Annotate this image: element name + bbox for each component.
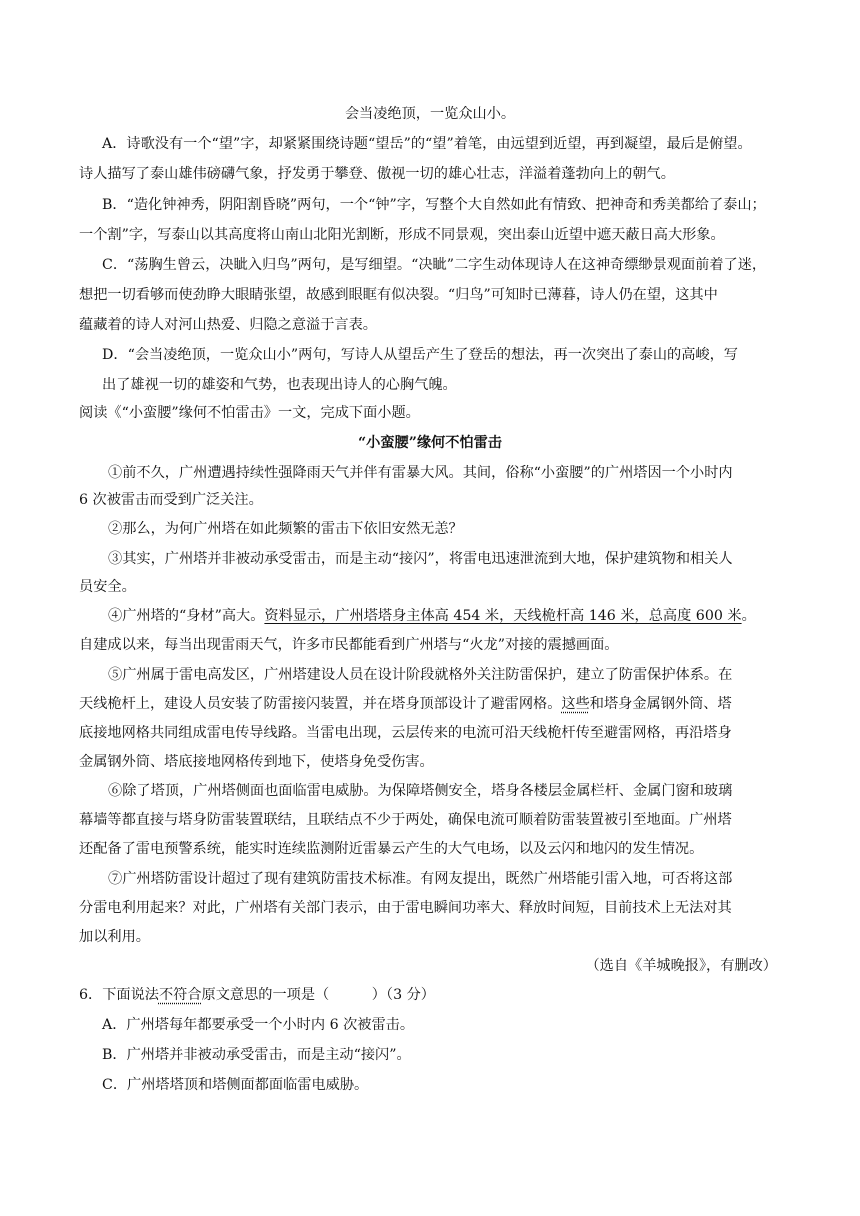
option-b-line1: B．“造化钟神秀，阴阳割昏晓”两句，一个“钟”字，写整个大自然如此有情致、把神奇和秀美都给了泰山； [102,197,766,213]
p4-underlined-data: 资料显示，广州塔塔身主体高 454 米，天线桅杆高 146 米，总高度 600 米 [264,608,742,624]
p5-line3: 底接地网格共同组成雷电传导线路。当雷电出现，云层传来的电流可沿天线桅杆传至避雷网格，再沿塔身 [79,725,732,741]
p5-dotted-zhexie: 这些 [561,696,590,712]
p2-line1: ②那么，为何广州塔在如此频繁的雷击下依旧安然无恙？ [108,521,463,537]
article-title: “小蛮腰”缘何不怕雷击 [357,435,502,451]
p7-line3: 加以利用。 [79,929,150,945]
p6-line2: 幕墙等都直接与塔身防雷装置联结，且联结点不少于两处，确保电流可顺着防雷装置被引至地面。广州塔 [79,812,732,828]
p7-line2: 分雷电利用起来？对此，广州塔有关部门表示，由于雷电瞬间功率大、释放时间短，目前技术上无法对其 [79,900,732,916]
option-a-line1: A．诗歌没有一个“望”字，却紧紧围绕诗题“望岳”的“望”着笔，由远望到近望，再到凝望，最后是俯望。 [102,136,752,152]
p7-line1: ⑦广州塔防雷设计超过了现有建筑防雷技术标准。有网友提出，既然广州塔能引雷入地，可否将这部 [108,871,733,887]
reading-instruction: 阅读《“小蛮腰”缘何不怕雷击》一文，完成下面小题。 [79,405,420,421]
option-c-line1: C．“荡胸生曾云，决眦入归鸟”两句，是写细望。“决眦”二字生动体现诗人在这神奇缥缈景观面前着了迷， [102,257,767,273]
p4-line1 [0,606,860,626]
p6-line3: 还配备了雷电预警系统，能实时连续监测附近雷暴云产生的大气电场，以及云闪和地闪的发生情况。 [79,841,704,857]
p6-line1: ⑥除了塔顶，广州塔侧面也面临雷电威胁。为保障塔侧安全，塔身各楼层金属栏杆、金属门窗和玻璃 [108,783,733,799]
q6-stem-emph: 不符合 [158,987,202,1003]
option-d-line2: 出了雄视一切的雄姿和气势，也表现出诗人的心胸气魄。 [102,377,457,393]
p3-line1: ③其实，广州塔并非被动承受雷击，而是主动“接闪”，将雷电迅速泄流到大地，保护建筑物和相关人 [108,551,733,567]
option-b-line2: 一个割”字，写泰山以其高度将山南山北阳光割断，形成不同景观，突出泰山近望中遮天蔽日高大形象。 [79,227,725,243]
p4-line1-plain: ④广州塔的“身材”高大。 [108,608,265,624]
p1-line1: ①前不久，广州遭遇持续性强降雨天气并伴有雷暴大风。其间，俗称“小蛮腰”的广州塔因一个小时内 [108,465,733,481]
question6-stem [0,985,860,1005]
q6-choice-b: B．广州塔并非被动承受雷击，而是主动“接闪”。 [102,1047,411,1063]
p4-line2: 自建成以来，每当出现雷雨天气，许多市民都能看到广州塔与“火龙”对接的震撼画面。 [79,637,619,653]
p5-line2 [0,694,860,714]
p3-line2: 员安全。 [79,579,136,595]
p5-line1: ⑤广州属于雷电高发区，广州塔建设人员在设计阶段就格外关注防雷保护，建立了防雷保护体系。在 [108,667,733,683]
source-citation: （选自《羊城晚报》，有删改） [585,958,777,974]
p5-line4: 金属钢外筒、塔底接地网格传到地下，使塔身免受伤害。 [79,754,434,770]
option-d-line1: D．“会当凌绝顶，一览众山小”两句，写诗人从望岳产生了登岳的想法，再一次突出了泰山的高峻，写 [102,347,738,363]
p5-line2-c: 和塔身金属钢外筒、塔 [589,696,732,712]
p5-line2-a: 天线桅杆上，建设人员安装了防雷接闪装置，并在塔身顶部设计了避雷网格。 [79,696,562,712]
option-c-line2: 想把一切看够而使劲睁大眼睛张望，故感到眼眶有似决裂。“归鸟”可知时已薄暮，诗人仍在望，这其中 [79,287,718,303]
q6-stem-c: 原文意思的一项是（ ）（3 分） [201,987,435,1003]
option-a-line2: 诗人描写了泰山雄伟磅礴气象，抒发勇于攀登、傲视一切的雄心壮志，洋溢着蓬勃向上的朝气。 [79,166,675,182]
p4-line1-end: 。 [741,608,756,624]
option-c-line3: 蕴藏着的诗人对河山热爱、归隐之意溢于言表。 [79,317,377,333]
p1-line2: 6 次被雷击而受到广泛关注。 [79,492,263,508]
poem-line: 会当凌绝顶，一览众山小。 [344,106,516,122]
q6-choice-a: A．广州塔每年都要承受一个小时内 6 次被雷击。 [102,1017,415,1033]
q6-choice-c: C．广州塔塔顶和塔侧面都面临雷电威胁。 [102,1077,369,1093]
q6-stem-a: 6．下面说法 [79,987,159,1003]
